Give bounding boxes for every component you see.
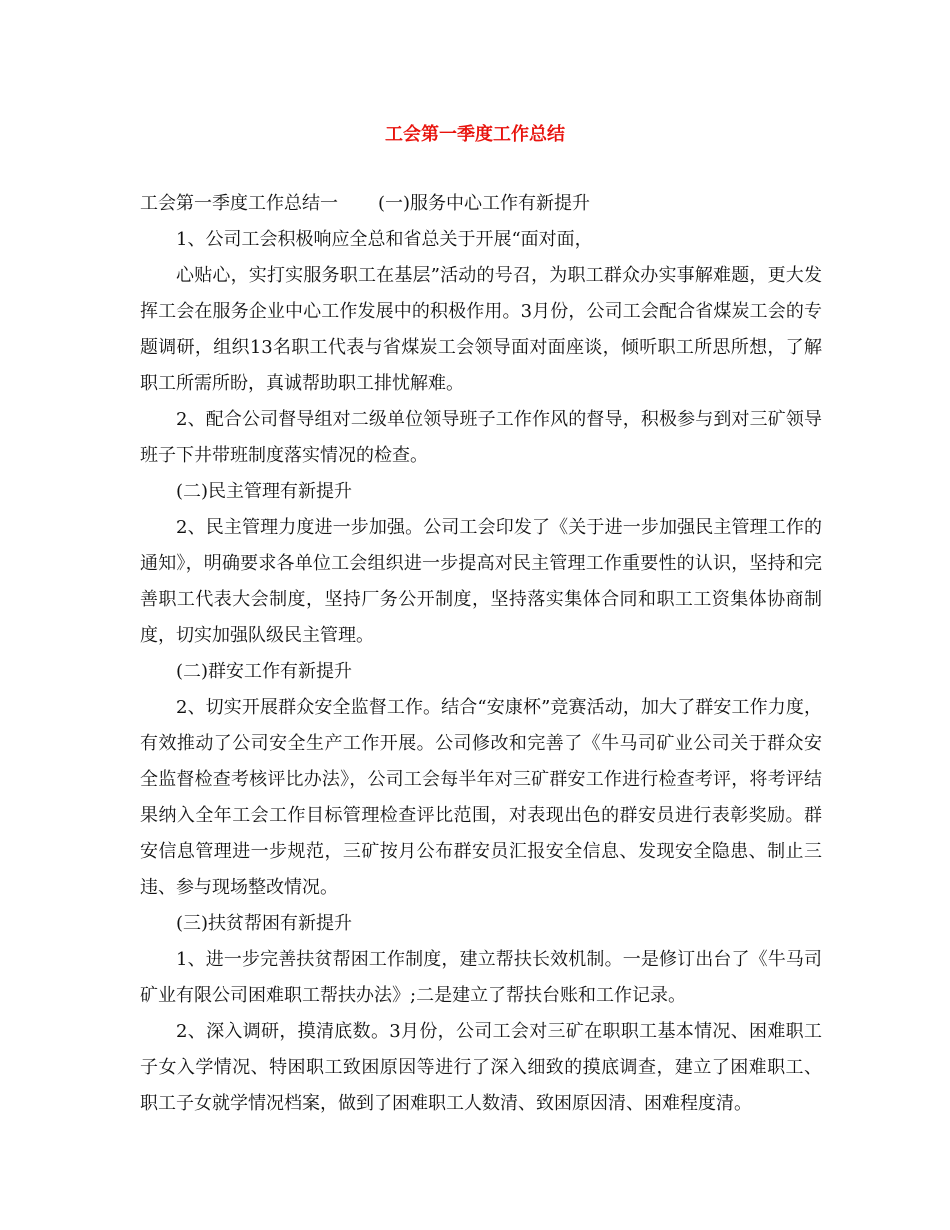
paragraph-9: 1、进一步完善扶贫帮困工作制度，建立帮扶长效机制。一是修订出台了《牛马司矿业有限公司困难职工帮扶办法》;二是建立了帮扶台账和工作记录。 [140,949,822,1006]
paragraph-lead: 工会第一季度工作总结一 [140,193,338,214]
paragraph-2: 心贴心，实打实服务职工在基层”活动的号召，为职工群众办实事解难题，更大发挥工会在服务企业中心工作发展中的积极作用。3月份，公司工会配合省煤炭工会的专题调研，组织13名职工代表与省煤炭工会领导面对面座谈，倾听职工所思所想，了解职工所需所盼，真诚帮助职工排忧解难。 [140,265,822,394]
paragraph-1: 1、公司工会积极响应全总和省总关于开展“面对面， [176,229,593,250]
document-body [140,186,822,1122]
paragraph-10: 2、深入调研，摸清底数。3月份，公司工会对三矿在职职工基本情况、困难职工子女入学情况、特困职工致困原因等进行了深入细致的摸底调查，建立了困难职工、职工子女就学情况档案，做到了困难职工人数清、致困原因清、困难程度清。 [140,1021,822,1114]
paragraph-0 [140,186,822,222]
paragraph-7: 2、切实开展群众安全监督工作。结合“安康杯”竞赛活动，加大了群安工作力度，有效推动了公司安全生产工作开展。公司修改和完善了《牛马司矿业公司关于群众安全监督检查考核评比办法》，公司工会每半年对三矿群安工作进行检查考评，将考评结果纳入全年工会工作目标管理检查评比范围，对表现出色的群安员进行表彰奖励。群安信息管理进一步规范，三矿按月公布群安员汇报安全信息、发现安全隐患、制止三违、参与现场整改情况。 [140,697,822,898]
paragraph-text: (一)服务中心工作有新提升 [378,193,591,214]
document-title: 工会第一季度工作总结 [385,124,565,145]
section-heading-democratic-management: (二)民主管理有新提升 [176,481,353,502]
section-heading-mass-safety: (二)群安工作有新提升 [176,661,353,682]
section-heading-poverty-relief: (三)扶贫帮困有新提升 [176,913,353,934]
paragraph-5: 2、民主管理力度进一步加强。公司工会印发了《关于进一步加强民主管理工作的通知》，明确要求各单位工会组织进一步提高对民主管理工作重要性的认识，坚持和完善职工代表大会制度，坚持厂务公开制度，坚持落实集体合同和职工工资集体协商制度，切实加强队级民主管理。 [140,517,822,646]
paragraph-3: 2、配合公司督导组对二级单位领导班子工作作风的督导，积极参与到对三矿领导班子下井带班制度落实情况的检查。 [140,409,822,466]
